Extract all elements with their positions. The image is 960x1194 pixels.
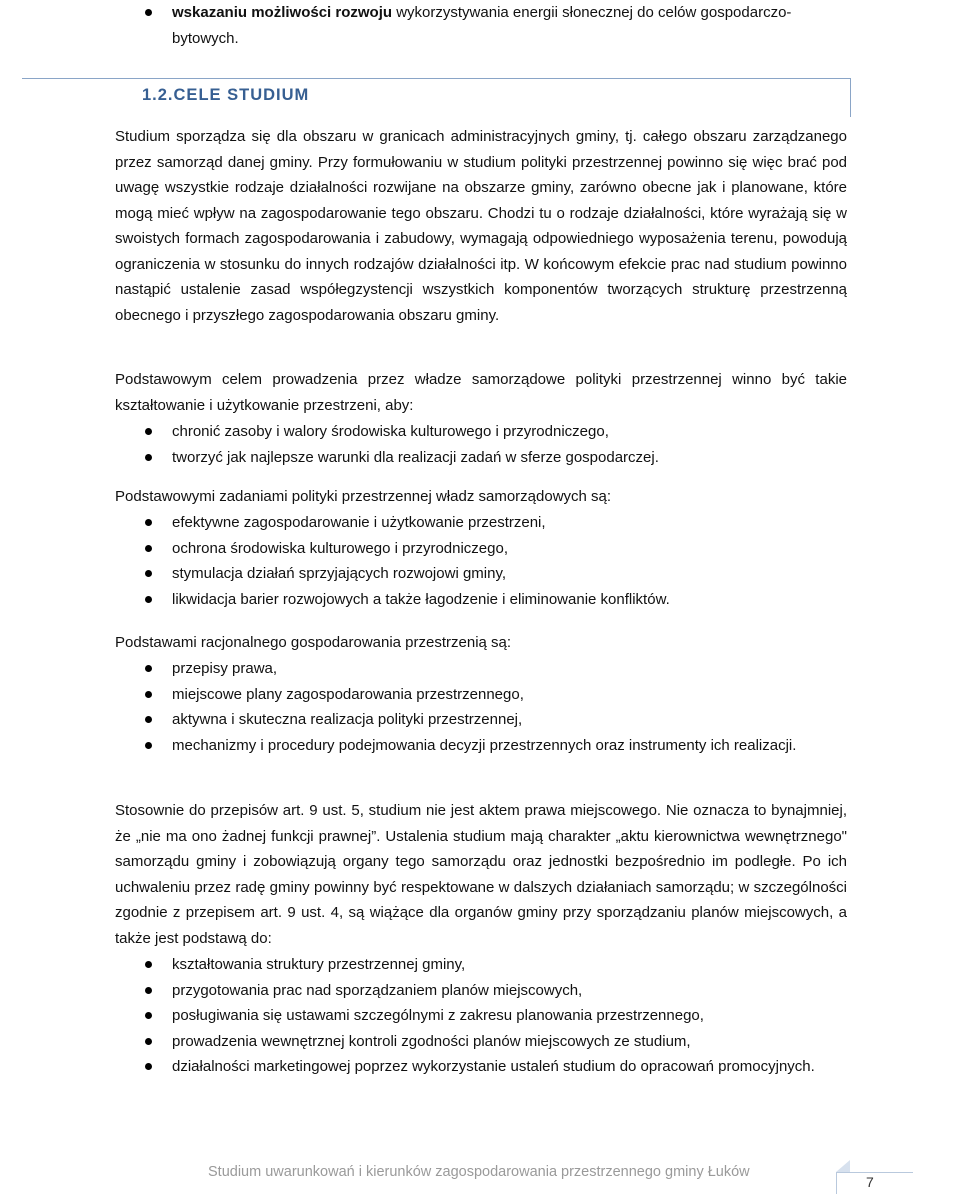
- bullet-icon: [145, 1063, 152, 1070]
- list-item: efektywne zagospodarowanie i użytkowanie przestrzeni,: [115, 510, 847, 536]
- bullet-icon: [145, 742, 152, 749]
- bullet-icon: [145, 570, 152, 577]
- bullet-icon: [145, 428, 152, 435]
- list-item: likwidacja barier rozwojowych a także łagodzenie i eliminowanie konfliktów.: [115, 587, 847, 613]
- list-item: mechanizmy i procedury podejmowania decyzji przestrzennych oraz instrumenty ich realizacji.: [115, 733, 847, 759]
- bullet-bold-text: wskazaniu możliwości rozwoju: [172, 4, 393, 21]
- page-footer: Studium uwarunkowań i kierunków zagospodarowania przestrzennego gminy Łuków: [208, 1164, 750, 1180]
- list-item: chronić zasoby i walory środowiska kulturowego i przyrodniczego,: [115, 419, 847, 445]
- list-item: działalności marketingowej poprzez wykorzystanie ustaleń studium do opracowań promocyjnych.: [115, 1054, 847, 1080]
- list-4: [115, 656, 847, 758]
- paragraph-5: Stosownie do przepisów art. 9 ust. 5, studium nie jest aktem prawa miejscowego. Nie oznacza to bynajmniej, że „nie ma ono żadnej funkcji prawnej”. Ustalenia studium mają charakter „aktu kierownictwa wewnętrznego" samorządu gminy i zobowiązują organy tego samorządu oraz jednostki bezpośrednio im podległe. Po ich uchwaleniu przez radę gminy powinny być respektowane w dalszych działaniach samorządu; w szczególności zgodnie z przepisem art. 9 ust. 4, są wiążące dla organów gminy przy sporządzaniu planów miejscowych, a także jest podstawą do:: [115, 802, 847, 947]
- bullet-icon: [145, 716, 152, 723]
- bullet-icon: [145, 545, 152, 552]
- bullet-icon: [145, 9, 152, 16]
- list-item: ochrona środowiska kulturowego i przyrodniczego,: [115, 536, 847, 562]
- section-heading: 1.2.CELE STUDIUM: [142, 86, 310, 104]
- list-item: stymulacja działań sprzyjających rozwojowi gminy,: [115, 561, 847, 587]
- bullet-continuation: bytowych.: [172, 29, 239, 47]
- paragraph-3: Podstawowymi zadaniami polityki przestrzennej władz samorządowych są:: [115, 488, 612, 505]
- list-5: [115, 952, 847, 1080]
- list-3: [115, 510, 847, 612]
- paragraph-2: Podstawowym celem prowadzenia przez władze samorządowe polityki przestrzennej winno być takie kształtowanie i użytkowanie przestrzeni, aby:: [115, 371, 847, 414]
- bullet-icon: [145, 596, 152, 603]
- list-item: prowadzenia wewnętrznej kontroli zgodności planów miejscowych ze studium,: [115, 1029, 847, 1055]
- list-item: przepisy prawa,: [115, 656, 847, 682]
- list-item: [115, 0, 847, 51]
- bullet-text: wykorzystywania energii słonecznej do celów gospodarczo-: [392, 4, 792, 21]
- bullet-icon: [145, 665, 152, 672]
- top-bullet-list: [115, 0, 847, 51]
- bullet-icon: [145, 1012, 152, 1019]
- page-number-box: [836, 1172, 913, 1194]
- paragraph-4: Podstawami racjonalnego gospodarowania przestrzenią są:: [115, 634, 512, 651]
- paragraph-1: Studium sporządza się dla obszaru w granicach administracyjnych gminy, tj. całego obszaru zarządzanego przez samorząd danej gminy. Przy formułowaniu w studium polityki przestrzennej powinno się więc brać pod uwagę wszystkie rodzaje działalności rozwijane na obszarze gminy, zarówno obecne jak i planowane, które mogą mieć wpływ na zagospodarowanie tego obszaru. Chodzi tu o rodzaje działalności, które wyrażają się w swoistych formach zagospodarowania i zabudowy, wymagają odpowiedniego wyposażenia terenu, powodują ograniczenia w stosunku do innych rodzajów działalności itp. W końcowym efekcie prac nad studium powinno nastąpić ustalenie zasad współegzystencji wszystkich komponentów tworzących strukturę przestrzenną obecnego i przyszłego zagospodarowania obszaru gminy.: [115, 128, 847, 324]
- list-item: przygotowania prac nad sporządzaniem planów miejscowych,: [115, 978, 847, 1004]
- list-2: [115, 419, 847, 470]
- bullet-icon: [145, 454, 152, 461]
- bullet-icon: [145, 691, 152, 698]
- bullet-icon: [145, 961, 152, 968]
- list-item: aktywna i skuteczna realizacja polityki przestrzennej,: [115, 707, 847, 733]
- page-corner-decoration: [836, 1160, 850, 1172]
- list-item: tworzyć jak najlepsze warunki dla realizacji zadań w sferze gospodarczej.: [115, 445, 847, 471]
- page-number: 7: [866, 1174, 874, 1190]
- bullet-icon: [145, 519, 152, 526]
- list-item: miejscowe plany zagospodarowania przestrzennego,: [115, 682, 847, 708]
- list-item: kształtowania struktury przestrzennej gminy,: [115, 952, 847, 978]
- bullet-icon: [145, 987, 152, 994]
- list-item: posługiwania się ustawami szczególnymi z zakresu planowania przestrzennego,: [115, 1003, 847, 1029]
- bullet-icon: [145, 1038, 152, 1045]
